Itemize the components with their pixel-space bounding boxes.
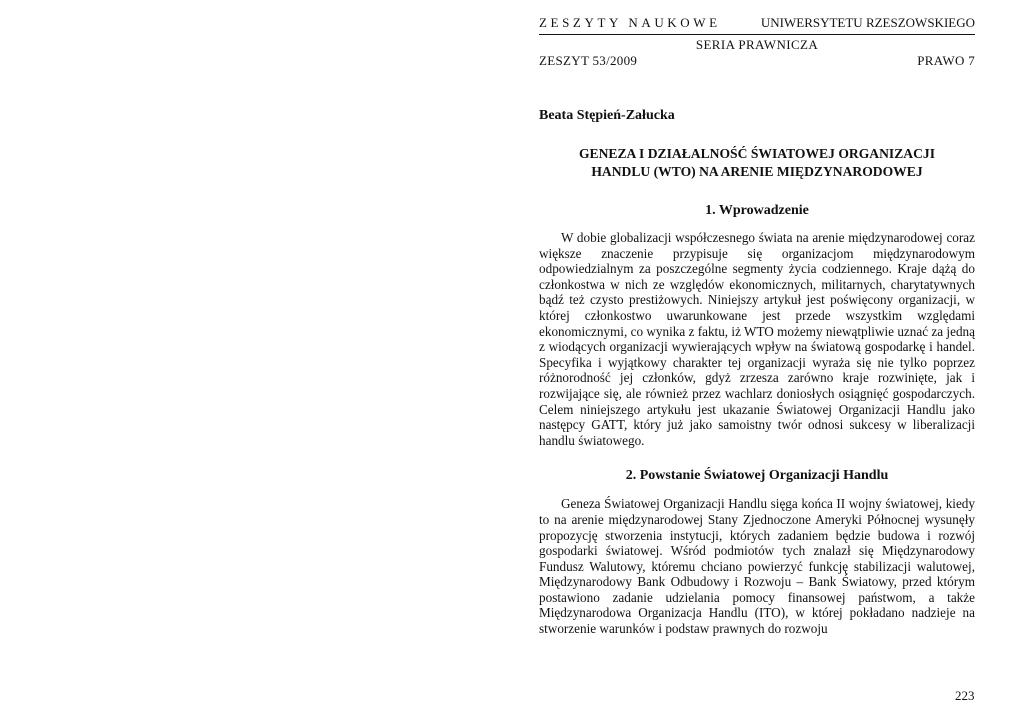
article-title-line-2: HANDLU (WTO) NA ARENIE MIĘDZYNARODOWEJ: [591, 164, 923, 179]
section-paragraph-origin: Geneza Światowej Organizacji Handlu sięga końca II wojny światowej, kiedy to na arenie międzynarodowej Stany Zjednoczone Ameryki Północnej wysunęły propozycję stworzenia instytucji, których zadaniem będzie budowa i rozwój gospodarki światowej. Wśród podmiotów tych znalazł się Międzynarodowy Fundusz Walutowy, któremu chciano powierzyć funkcję stabilizacji walutowej, Międzynarodowy Bank Odbudowy i Rozwoju – Bank Światowy, przed którym postawiono zadanie udzielania pomocy finansowej państwom, a także Międzynarodowa Organizacja Handlu (ITO), w której pokładano nadzieje na stworzenie warunków i podstaw prawnych do rozwoju: [539, 496, 975, 637]
issue-line: [539, 53, 975, 69]
article-title-line-1: GENEZA I DZIAŁALNOŚĆ ŚWIATOWEJ ORGANIZACJI: [578, 146, 936, 161]
article-author: Beata Stępień-Załucka: [539, 108, 675, 123]
series-title: SERIA PRAWNICZA: [695, 37, 819, 52]
volume-label: PRAWO 7: [917, 53, 975, 68]
journal-name-spaced: ZESZYTY NAUKOWE: [539, 15, 721, 30]
journal-header: [539, 14, 975, 32]
section-paragraph-introduction: W dobie globalizacji współczesnego świata na arenie międzynarodowej coraz większe znaczenie przypisuje się organizacjom międzynarodowym odpowiedzialnym za poszczególne segmenty życia codziennego. Kraje dążą do członkostwa w nich ze względów ekonomicznych, militarnych, charytatywnych bądź też czysto prestiżowych. Niniejszy artykuł jest poświęcony organizacji, w której członkostwo uwarunkowane jest przede wszystkim względami ekonomicznymi, co wynika z faktu, iż WTO możemy niewątpliwie uznać za jedną z wiodących organizacji wywierających wpływ na światową gospodarkę i handel. Specyfika i wyjątkowy charakter tej organizacji wyraża się nie tylko poprzez różnorodność jej członków, gdyż zrzesza zarówno kraje rozwinięte, jak i rozwijające się, ale również przez wachlarz doniosłych osiągnięć gospodarczych. Celem niniejszego artykułu jest ukazanie Światowej Organizacji Handlu jako następcy GATT, który już jako samoistny twór odnosi sukcesy w liberalizacji handlu światowego.: [539, 230, 975, 448]
header-rule: [539, 34, 975, 35]
section-heading-origin: 2. Powstanie Światowej Organizacji Handlu: [625, 468, 889, 484]
article-title: [539, 145, 975, 181]
issue-number: ZESZYT 53/2009: [539, 53, 638, 68]
section-heading-introduction: 1. Wprowadzenie: [705, 203, 809, 218]
page-number: 223: [955, 688, 975, 703]
text-column: [539, 14, 975, 637]
journal-name-university: UNIWERSYTETU RZESZOWSKIEGO: [760, 15, 975, 30]
